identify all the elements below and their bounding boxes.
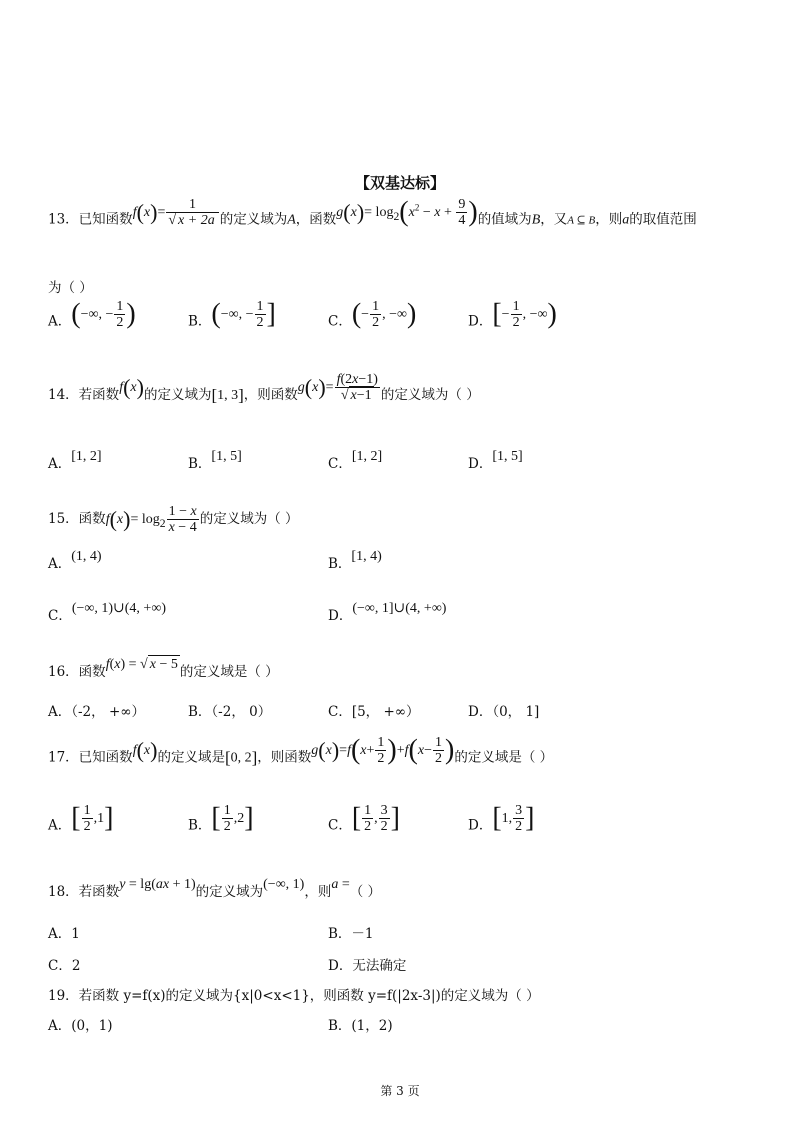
- q16-option-b[interactable]: B．（-2， 0）: [188, 704, 272, 720]
- q18-option-b[interactable]: B．－1: [328, 926, 374, 942]
- q15-option-d[interactable]: D．(−∞, 1]∪(4, +∞): [328, 601, 447, 624]
- q15-option-b[interactable]: B．[1, 4): [328, 549, 382, 572]
- q17-option-b[interactable]: B．[ $\frac{1}{2}$ ,2]: [188, 802, 254, 834]
- q17-option-d[interactable]: D．[1, $\frac{3}{2}$ ]: [468, 802, 535, 834]
- q16-option-c[interactable]: C．[5， +∞）: [328, 704, 420, 720]
- q13-option-d[interactable]: D．[− $\frac{1}{2}$ , −∞): [468, 298, 557, 330]
- q13-line2: 为（ ）: [48, 280, 93, 296]
- q18-option-a[interactable]: A．1: [48, 926, 80, 942]
- question-16: 16．函数f(x) = √ x − 5 的定义域是（ ）: [48, 657, 279, 680]
- question-17: 17．已知函数f(x)的定义域是[0, 2]，则函数g(x)=f(x+ $\frac{1}{2}$ )+f(x− $\frac{1}{2}$ )的定义域是（ ）: [48, 734, 554, 767]
- q17-option-a[interactable]: A．[ $\frac{1}{2}$ ,1]: [48, 802, 114, 834]
- q13-prefix: 13．已知函数: [48, 211, 133, 228]
- q19-option-b[interactable]: B．(1，2): [328, 1018, 393, 1034]
- question-13: 13．已知函数f(x)= $\frac{1}{√ x + 2a}$ 的定义域为A，函数$g(x)= \log_2(x^2 - x$ + $\frac{9}{4}$ )的值域为B，又A ⊆ B，则a的取值范围: [48, 196, 697, 228]
- q13-text-mid: 的定义域为: [219, 211, 288, 228]
- question-18: 18．若函数y = lg(ax + 1)的定义域为(−∞, 1)，则a =（ ）: [48, 877, 382, 900]
- q16-option-d[interactable]: D．（0， 1]: [468, 704, 540, 720]
- q14-option-a[interactable]: A．[1, 2]: [48, 449, 102, 472]
- q13-option-b[interactable]: B．(−∞, − $\frac{1}{2}$ ]: [188, 298, 276, 330]
- section-title: 【双基达标】: [354, 174, 445, 192]
- q15-option-a[interactable]: A．(1, 4): [48, 549, 102, 572]
- q18-option-d[interactable]: D．无法确定: [328, 958, 407, 974]
- q15-option-c[interactable]: C．(−∞, 1)∪(4, +∞): [48, 601, 166, 624]
- q19-option-a[interactable]: A．(0，1): [48, 1018, 113, 1034]
- question-19: 19．若函数 y=f(x)的定义域为{x|0<x<1}，则函数 y=f(|2x-3|)的定义域为（ ）: [48, 988, 540, 1004]
- question-14: 14．若函数f(x)的定义域为[1, 3]，则函数g(x)= $\frac{f(2x-1)}{√ x-1}$ 的定义域为（ ）: [48, 372, 480, 405]
- q14-option-d[interactable]: D．[1, 5]: [468, 449, 523, 472]
- q14-option-c[interactable]: C．[1, 2]: [328, 449, 383, 472]
- q14-option-b[interactable]: B．[1, 5]: [188, 449, 242, 472]
- q17-option-c[interactable]: C．[ $\frac{1}{2}$ , $\frac{3}{2}$ ]: [328, 802, 400, 834]
- question-15: 15．函数$f(x)= \log_2$ $\frac{1 - x}{x - 4}$ 的定义域为（ ）: [48, 504, 299, 535]
- page-number: 第 3 页: [380, 1084, 420, 1098]
- q18-option-c[interactable]: C．2: [48, 958, 81, 974]
- q13-option-c[interactable]: C．(− $\frac{1}{2}$ , −∞): [328, 298, 417, 330]
- q16-option-a[interactable]: A．（-2， +∞）: [48, 704, 145, 720]
- q13-option-a[interactable]: A．(−∞, − $\frac{1}{2}$ ): [48, 298, 136, 330]
